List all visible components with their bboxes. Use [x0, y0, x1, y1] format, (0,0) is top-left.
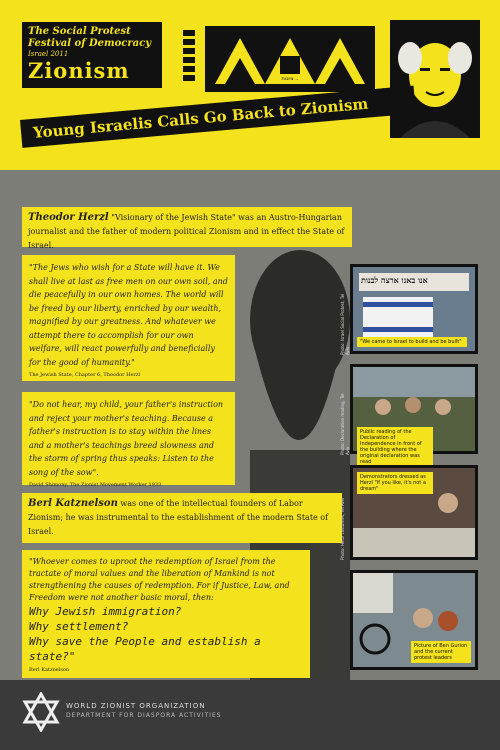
- photo-ben-gurion-leaders: [350, 570, 478, 670]
- photo-protest-flag: [350, 264, 478, 354]
- photo-credit-1: Photo: Israel Social Protest, Tel Aviv: [340, 293, 350, 355]
- herzl-bio: [22, 207, 352, 250]
- title-line-1: The Social Protest: [28, 26, 131, 37]
- shimony-quote: [22, 392, 235, 488]
- photo-credit-3: Photo: Herzl costumes, Tel Aviv: [340, 497, 345, 560]
- katznelson-quote-attribution: Berl Katznelson: [29, 667, 70, 673]
- photo-caption-4: Picture of Ben Gurion and the current protest leaders: [411, 641, 471, 663]
- katznelson-quote: [22, 550, 310, 678]
- triangle-logo: [205, 26, 375, 92]
- katznelson-bio: [22, 493, 342, 543]
- star-of-david-icon: [22, 692, 60, 732]
- shimony-quote-text: "Do not hear, my child, your father's instruction and reject your mother's teaching. Because a father's instruction is to stay within the lines and a mother's teachings breed slowness and the storm of spring thus speaks: Listen to the song of the sow".: [29, 400, 224, 477]
- logo-caption: ציונות ..: [281, 76, 299, 82]
- shimony-quote-attribution: David Shimony, The Zionist Movement Worker 1933: [29, 482, 162, 488]
- herzl-quote-text: "The Jews who wish for a State will have it. We shall live at last as free men on our own soil, and die peacefully in our own homes. The world will be freed by our liberty, enriched by our wealth, magnified by our greatness. And whatever we attempt there to accomplish for our own welfare, will react powerfully and beneficially for the good of humanity.": [29, 263, 228, 367]
- herzl-quote-attribution: The Jewish State, Chapter 6, Theodor Herzl: [29, 372, 141, 378]
- photo-declaration-reading: [350, 364, 478, 465]
- organization-name: WORLD ZIONIST ORGANIZATION: [66, 702, 206, 710]
- katznelson-text: was one of the intellectual founders of Labor Zionism; he was instrumental to the establishment of the modern State of Israel.: [28, 499, 329, 536]
- question-state: Why save the People and establish a state?": [29, 635, 261, 663]
- herzl-name: Theodor Herzl: [28, 212, 109, 223]
- department-name: DEPARTMENT FOR DIASPORA ACTIVITIES: [66, 712, 222, 719]
- ben-gurion-portrait: [390, 20, 480, 138]
- question-immigration: Why Jewish immigration?: [29, 605, 182, 618]
- photo-caption-1: "We came to Israel to build and be built": [357, 337, 467, 347]
- poster-title: Zionism: [28, 58, 130, 83]
- herzl-quote: [22, 255, 235, 381]
- photo-credit-2: Photo: Declaration reading, Tel Aviv: [340, 393, 350, 455]
- title-line-2: Festival of Democracy: [28, 38, 152, 49]
- photo-herzl-costumes: [350, 465, 478, 560]
- katznelson-name: Berl Katznelson: [28, 498, 118, 509]
- photo-caption-3: Demonstrators dressed as Herzl "If you like, it's not a dream": [357, 472, 433, 494]
- question-settlement: Why settlement?: [29, 620, 129, 633]
- photo-sign-text: אנו באנו ארצה לבנות: [361, 275, 428, 285]
- herzl-text: "Visionary of the Jewish State" was an Austro-Hungarian journalist and the father of modern political Zionism and in effect the State of Israel.: [28, 213, 345, 250]
- stripe-decoration: [183, 30, 195, 88]
- katznelson-quote-text: "Whoever comes to uproot the redemption of Israel from the tractate of moral values and the liberation of Mankind is not strengthening the causes of redemption. For if Justice, Law, and Freedom were not another basic moral, then:: [29, 557, 290, 602]
- festival-title-box: [22, 22, 162, 88]
- photo-caption-2: Public reading of the Declaration of Independence in front of the building where the original declaration was read: [357, 427, 433, 467]
- headline-text: Young Israelis Calls Go Back to Zionism: [32, 94, 369, 142]
- title-line-3: Israel 2011: [28, 50, 69, 58]
- triangle-logo-icon: [205, 26, 375, 92]
